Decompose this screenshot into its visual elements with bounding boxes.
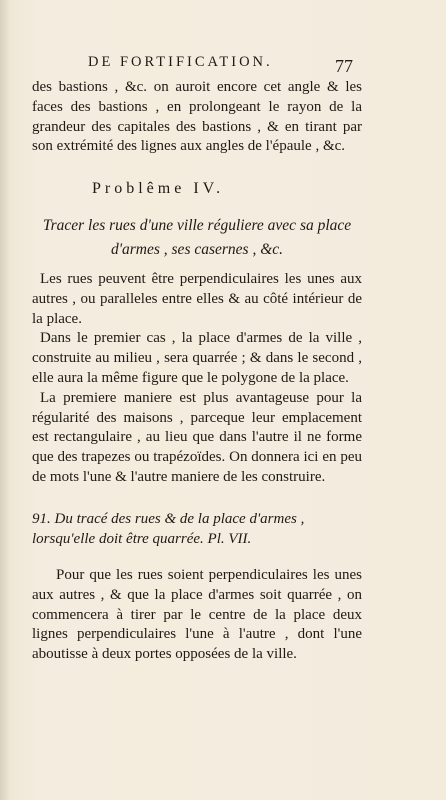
paragraph: Dans le premier cas , la place d'armes de la ville , construite au milieu , sera quarrée ; & dans le second , elle aura la même figure que le polygone de la place. — [32, 330, 362, 386]
section-91-text — [32, 566, 362, 665]
section-heading-91: 91. Du tracé des rues & de la place d'armes , lorsqu'elle doit être quarrée. Pl. VII. — [32, 511, 305, 547]
page-number: 77 — [335, 56, 353, 76]
problem-heading: Problême IV. — [92, 180, 225, 197]
paragraph-continued — [32, 78, 362, 157]
section-streets-intro — [32, 270, 362, 488]
running-title: DE FORTIFICATION. — [88, 54, 273, 70]
running-header — [88, 54, 366, 71]
paragraph: Pour que les rues soient perpendiculaires les unes aux autres , & que la place d'armes soit quarrée , on commencera à tirer par le centre de la place deux lignes perpendiculaires l'une à l'autre , dont l'une aboutisse à deux portes opposées de la ville. — [32, 567, 362, 663]
problem-title: Tracer les rues d'une ville réguliere avec sa place d'armes , ses casernes , &c. — [42, 217, 352, 258]
paragraph: Les rues peuvent être perpendiculaires les unes aux autres , ou paralleles entre elles & au côté intérieur de la place. — [32, 271, 362, 327]
paragraph: La premiere maniere est plus avantageuse pour la régularité des maisons , parceque leur emplacement est rectangulaire , au lieu que dans l'autre il ne forme que des trapezes ou trapézoïdes. On donnera ici en peu de mots l'une & l'autre maniere de les construire. — [32, 389, 362, 485]
paragraph: des bastions , &c. on auroit encore cet angle & les faces des bastions , en prolongeant le rayon de la grandeur des capitales des bastions , & en tirant par son extrémité des lignes aux angles de l'épaule , &c. — [32, 79, 362, 155]
